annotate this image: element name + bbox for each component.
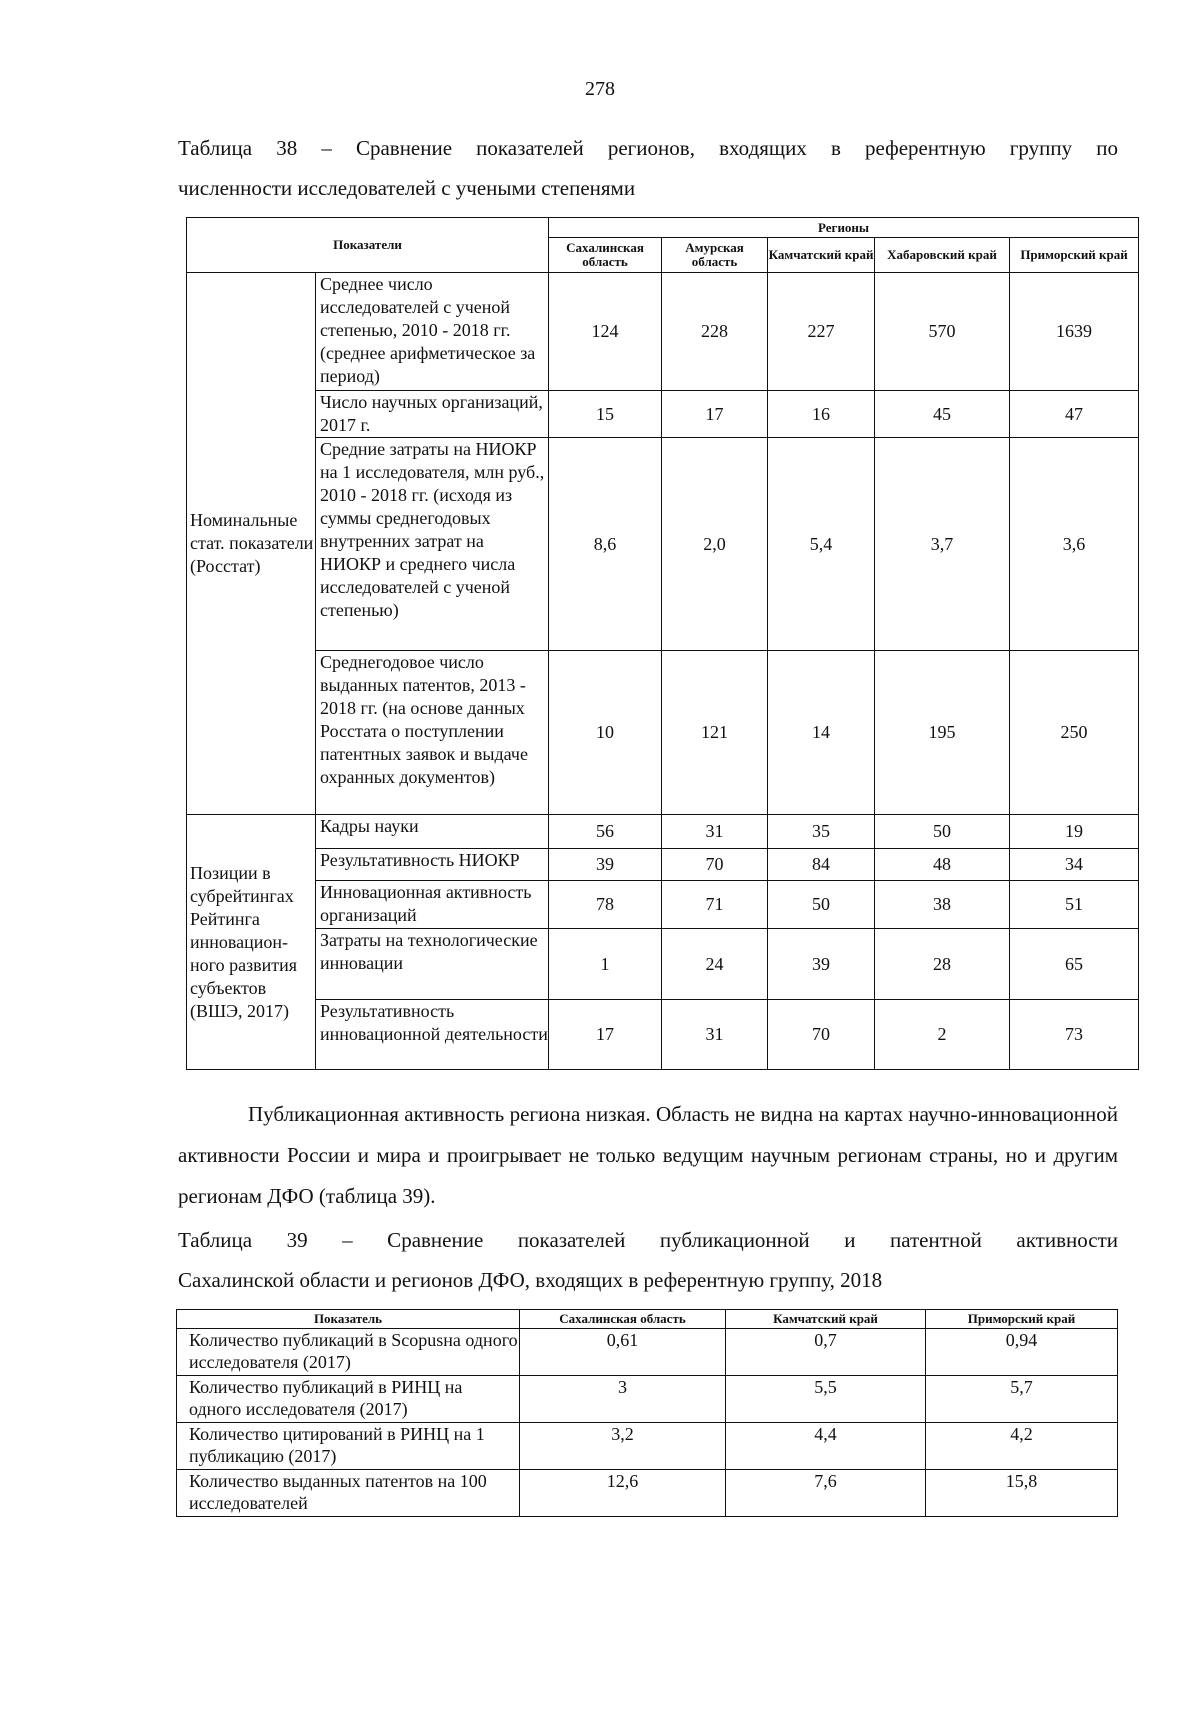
value-cell: 31 (662, 1000, 768, 1070)
value-cell: 10 (549, 651, 662, 815)
value-cell: 228 (662, 273, 768, 391)
value-cell: 31 (662, 815, 768, 849)
value-cell: 5,4 (768, 438, 875, 651)
indicator-cell: Количество выданных патентов на 100 исследователей (177, 1470, 520, 1517)
page-number: 278 (585, 78, 615, 100)
value-cell: 65 (1010, 929, 1139, 1000)
table-row (187, 651, 1139, 815)
table-39-caption-line2: Сахалинской области и регионов ДФО, входящих в референтную группу, 2018 (178, 1268, 883, 1292)
value-cell: 5,7 (926, 1376, 1118, 1423)
value-cell: 84 (768, 849, 875, 881)
column-header: Приморский край (926, 1310, 1118, 1329)
column-header: Камчатский край (726, 1310, 926, 1329)
table-row (177, 1470, 1118, 1517)
table-row (187, 273, 1139, 391)
header-indicators: Показатели (187, 218, 549, 273)
value-cell: 4,4 (726, 1423, 926, 1470)
table-row (177, 1423, 1118, 1470)
value-cell: 17 (549, 1000, 662, 1070)
value-cell: 250 (1010, 651, 1139, 815)
value-cell: 0,61 (520, 1329, 726, 1376)
value-cell: 71 (662, 881, 768, 929)
value-cell: 48 (875, 849, 1010, 881)
group-label: Номинальные стат. показатели (Росстат) (187, 273, 316, 815)
value-cell: 16 (768, 391, 875, 438)
table-row (187, 881, 1139, 929)
value-cell: 14 (768, 651, 875, 815)
table-row (177, 1376, 1118, 1423)
value-cell: 1639 (1010, 273, 1139, 391)
value-cell: 3,2 (520, 1423, 726, 1470)
table-39-caption (178, 1220, 1118, 1300)
header-regions: Регионы (549, 218, 1139, 238)
indicator-cell: Средние затраты на НИОКР на 1 исследователя, млн руб., 2010 - 2018 гг. (исходя из суммы среднегодовых внутренних затрат на НИОКР и среднего числа исследователей с ученой степенью) (316, 438, 549, 651)
value-cell: 227 (768, 273, 875, 391)
indicator-cell: Среднее число исследователей с ученой степенью, 2010 - 2018 гг. (среднее арифметическое за период) (316, 273, 549, 391)
indicator-cell: Затраты на технологические инновации (316, 929, 549, 1000)
table-38-caption-line2: численности исследователей с учеными степенями (178, 176, 636, 200)
indicator-cell: Количество цитирований в РИНЦ на 1 публикацию (2017) (177, 1423, 520, 1470)
indicator-cell: Результативность НИОКР (316, 849, 549, 881)
table-39 (176, 1309, 1118, 1517)
region-header: Приморский край (1010, 238, 1139, 273)
table-row (187, 1000, 1139, 1070)
value-cell: 24 (662, 929, 768, 1000)
value-cell: 50 (768, 881, 875, 929)
value-cell: 39 (549, 849, 662, 881)
value-cell: 1 (549, 929, 662, 1000)
region-header: Хабаровский край (875, 238, 1010, 273)
indicator-cell: Среднегодовое число выданных патентов, 2013 - 2018 гг. (на основе данных Росстата о поступлении патентных заявок и выдаче охранных документов) (316, 651, 549, 815)
column-header: Показатель (177, 1310, 520, 1329)
table-row (187, 815, 1139, 849)
value-cell: 28 (875, 929, 1010, 1000)
value-cell: 70 (768, 1000, 875, 1070)
value-cell: 4,2 (926, 1423, 1118, 1470)
value-cell: 35 (768, 815, 875, 849)
value-cell: 3,7 (875, 438, 1010, 651)
value-cell: 15,8 (926, 1470, 1118, 1517)
value-cell: 50 (875, 815, 1010, 849)
value-cell: 51 (1010, 881, 1139, 929)
value-cell: 3,6 (1010, 438, 1139, 651)
column-header: Сахалинская область (520, 1310, 726, 1329)
value-cell: 17 (662, 391, 768, 438)
value-cell: 570 (875, 273, 1010, 391)
indicator-cell: Количество публикаций в Scopusна одного исследователя (2017) (177, 1329, 520, 1376)
indicator-cell: Инновационная активность организаций (316, 881, 549, 929)
value-cell: 195 (875, 651, 1010, 815)
value-cell: 73 (1010, 1000, 1139, 1070)
table-39-caption-line1: Таблица 39 – Сравнение показателей публикационной и патентной активности (178, 1228, 1118, 1252)
value-cell: 124 (549, 273, 662, 391)
value-cell: 2,0 (662, 438, 768, 651)
region-header: Амурская область (662, 238, 768, 273)
table-row (187, 929, 1139, 1000)
value-cell: 0,94 (926, 1329, 1118, 1376)
value-cell: 12,6 (520, 1470, 726, 1517)
indicator-cell: Результативность инновационной деятельности (316, 1000, 549, 1070)
table-row (187, 438, 1139, 651)
value-cell: 38 (875, 881, 1010, 929)
table-row (187, 849, 1139, 881)
value-cell: 0,7 (726, 1329, 926, 1376)
value-cell: 15 (549, 391, 662, 438)
value-cell: 34 (1010, 849, 1139, 881)
value-cell: 45 (875, 391, 1010, 438)
value-cell: 70 (662, 849, 768, 881)
value-cell: 47 (1010, 391, 1139, 438)
value-cell: 5,5 (726, 1376, 926, 1423)
value-cell: 78 (549, 881, 662, 929)
table-row (177, 1329, 1118, 1376)
table-38-caption-line1: Таблица 38 – Сравнение показателей регионов, входящих в референтную группу по (178, 136, 1118, 160)
value-cell: 56 (549, 815, 662, 849)
indicator-cell: Кадры науки (316, 815, 549, 849)
table-38-caption (178, 128, 1118, 208)
region-header: Камчатский край (768, 238, 875, 273)
value-cell: 7,6 (726, 1470, 926, 1517)
value-cell: 8,6 (549, 438, 662, 651)
group-label: Позиции в субрейтингах Рейтинга инновацион-ного развития субъектов (ВШЭ, 2017) (187, 815, 316, 1070)
body-paragraph: Публикационная активность региона низкая. Область не видна на картах научно-инновационной активности России и мира и проигрывает не только ведущим научным регионам страны, но и другим регионам ДФО (таблица 39). (178, 1102, 1118, 1208)
region-header: Сахалинская область (549, 238, 662, 273)
table-38 (186, 217, 1139, 1070)
indicator-cell: Число научных организаций, 2017 г. (316, 391, 549, 438)
value-cell: 3 (520, 1376, 726, 1423)
value-cell: 19 (1010, 815, 1139, 849)
value-cell: 121 (662, 651, 768, 815)
indicator-cell: Количество публикаций в РИНЦ на одного исследователя (2017) (177, 1376, 520, 1423)
table-row (187, 391, 1139, 438)
value-cell: 39 (768, 929, 875, 1000)
value-cell: 2 (875, 1000, 1010, 1070)
